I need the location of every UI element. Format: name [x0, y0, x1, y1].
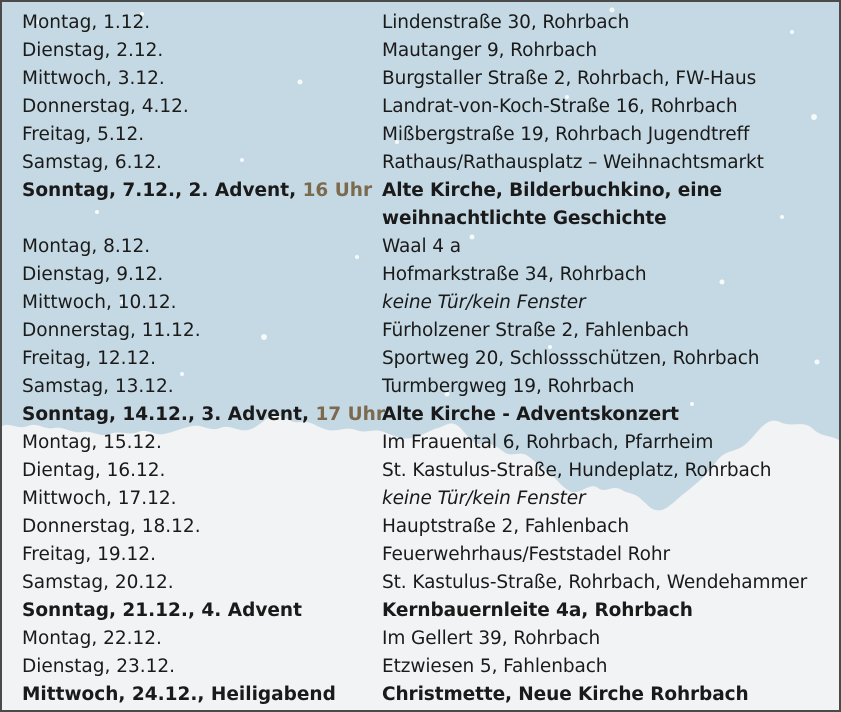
row-place: Lindenstraße 30, Rohrbach: [382, 12, 630, 33]
row-date: Dienstag, 9.12.: [22, 264, 164, 285]
row-date: Montag, 22.12.: [22, 628, 162, 649]
row-place: Fürholzener Straße 2, Fahlenbach: [382, 320, 689, 341]
row-date: Mittwoch, 3.12.: [22, 68, 165, 89]
row-date-text: Sonntag, 7.12., 2. Advent,: [22, 180, 297, 201]
row-place: Im Gellert 39, Rohrbach: [382, 628, 601, 649]
row-time: 17 Uhr: [315, 404, 385, 425]
row-place: Waal 4 a: [382, 236, 461, 257]
row-date-text: Sonntag, 14.12., 3. Advent,: [22, 404, 309, 425]
row-date: Mittwoch, 17.12.: [22, 488, 177, 509]
row-date: Dienstag, 23.12.: [22, 656, 176, 677]
row-date: Sonntag, 21.12., 4. Advent: [22, 600, 302, 621]
row-date: Dienstag, 2.12.: [22, 40, 164, 61]
row-place: Sportweg 20, Schlossschützen, Rohrbach: [382, 348, 760, 369]
row-place: Mautanger 9, Rohrbach: [382, 40, 598, 61]
row-place: Landrat-von-Koch-Straße 16, Rohrbach: [382, 96, 738, 117]
row-place: Alte Kirche, Bilderbuchkino, eine: [382, 180, 722, 201]
row-place: Im Frauental 6, Rohrbach, Pfarrheim: [382, 432, 714, 453]
row-place: keine Tür/kein Fenster: [382, 488, 586, 509]
row-date: [22, 401, 385, 429]
row-date: Samstag, 6.12.: [22, 152, 162, 173]
row-place: Burgstaller Straße 2, Rohrbach, FW-Haus: [382, 68, 757, 89]
row-date: Freitag, 12.12.: [22, 348, 156, 369]
row-place: St. Kastulus-Straße, Rohrbach, Wendehammer: [382, 572, 808, 593]
row-place: Hauptstraße 2, Fahlenbach: [382, 516, 629, 537]
row-date: Dientag, 16.12.: [22, 460, 166, 481]
row-place: Christmette, Neue Kirche Rohrbach: [382, 684, 749, 705]
row-date: Mittwoch, 10.12.: [22, 292, 177, 313]
row-date: Donnerstag, 4.12.: [22, 96, 189, 117]
row-date: Montag, 15.12.: [22, 432, 162, 453]
row-place: Kernbauernleite 4a, Rohrbach: [382, 600, 693, 621]
row-place: Rathaus/Rathausplatz – Weihnachtsmarkt: [382, 152, 764, 173]
row-place: keine Tür/kein Fenster: [382, 292, 586, 313]
row-place: Feuerwehrhaus/Feststadel Rohr: [382, 544, 670, 565]
row-place: St. Kastulus-Straße, Hundeplatz, Rohrbach: [382, 460, 772, 481]
row-date: Montag, 8.12.: [22, 236, 151, 257]
row-date: Mittwoch, 24.12., Heiligabend: [22, 684, 336, 705]
row-place: Alte Kirche - Adventskonzert: [382, 404, 679, 425]
row-date: Freitag, 19.12.: [22, 544, 156, 565]
row-date: Donnerstag, 18.12.: [22, 516, 201, 537]
row-place: Turmbergweg 19, Rohrbach: [382, 376, 635, 397]
row-place-line2: weihnachtlichte Geschichte: [382, 208, 667, 229]
row-date: Samstag, 20.12.: [22, 572, 174, 593]
row-date: Donnerstag, 11.12.: [22, 320, 201, 341]
row-date: Montag, 1.12.: [22, 12, 151, 33]
row-time: 16 Uhr: [302, 180, 373, 201]
row-date: Samstag, 13.12.: [22, 376, 174, 397]
row-date: [22, 177, 372, 205]
row-date: Freitag, 5.12.: [22, 124, 145, 145]
row-place: Mißbergstraße 19, Rohrbach Jugendtreff: [382, 124, 750, 145]
row-place: Hofmarkstraße 34, Rohrbach: [382, 264, 647, 285]
row-place: Etzwiesen 5, Fahlenbach: [382, 656, 608, 677]
